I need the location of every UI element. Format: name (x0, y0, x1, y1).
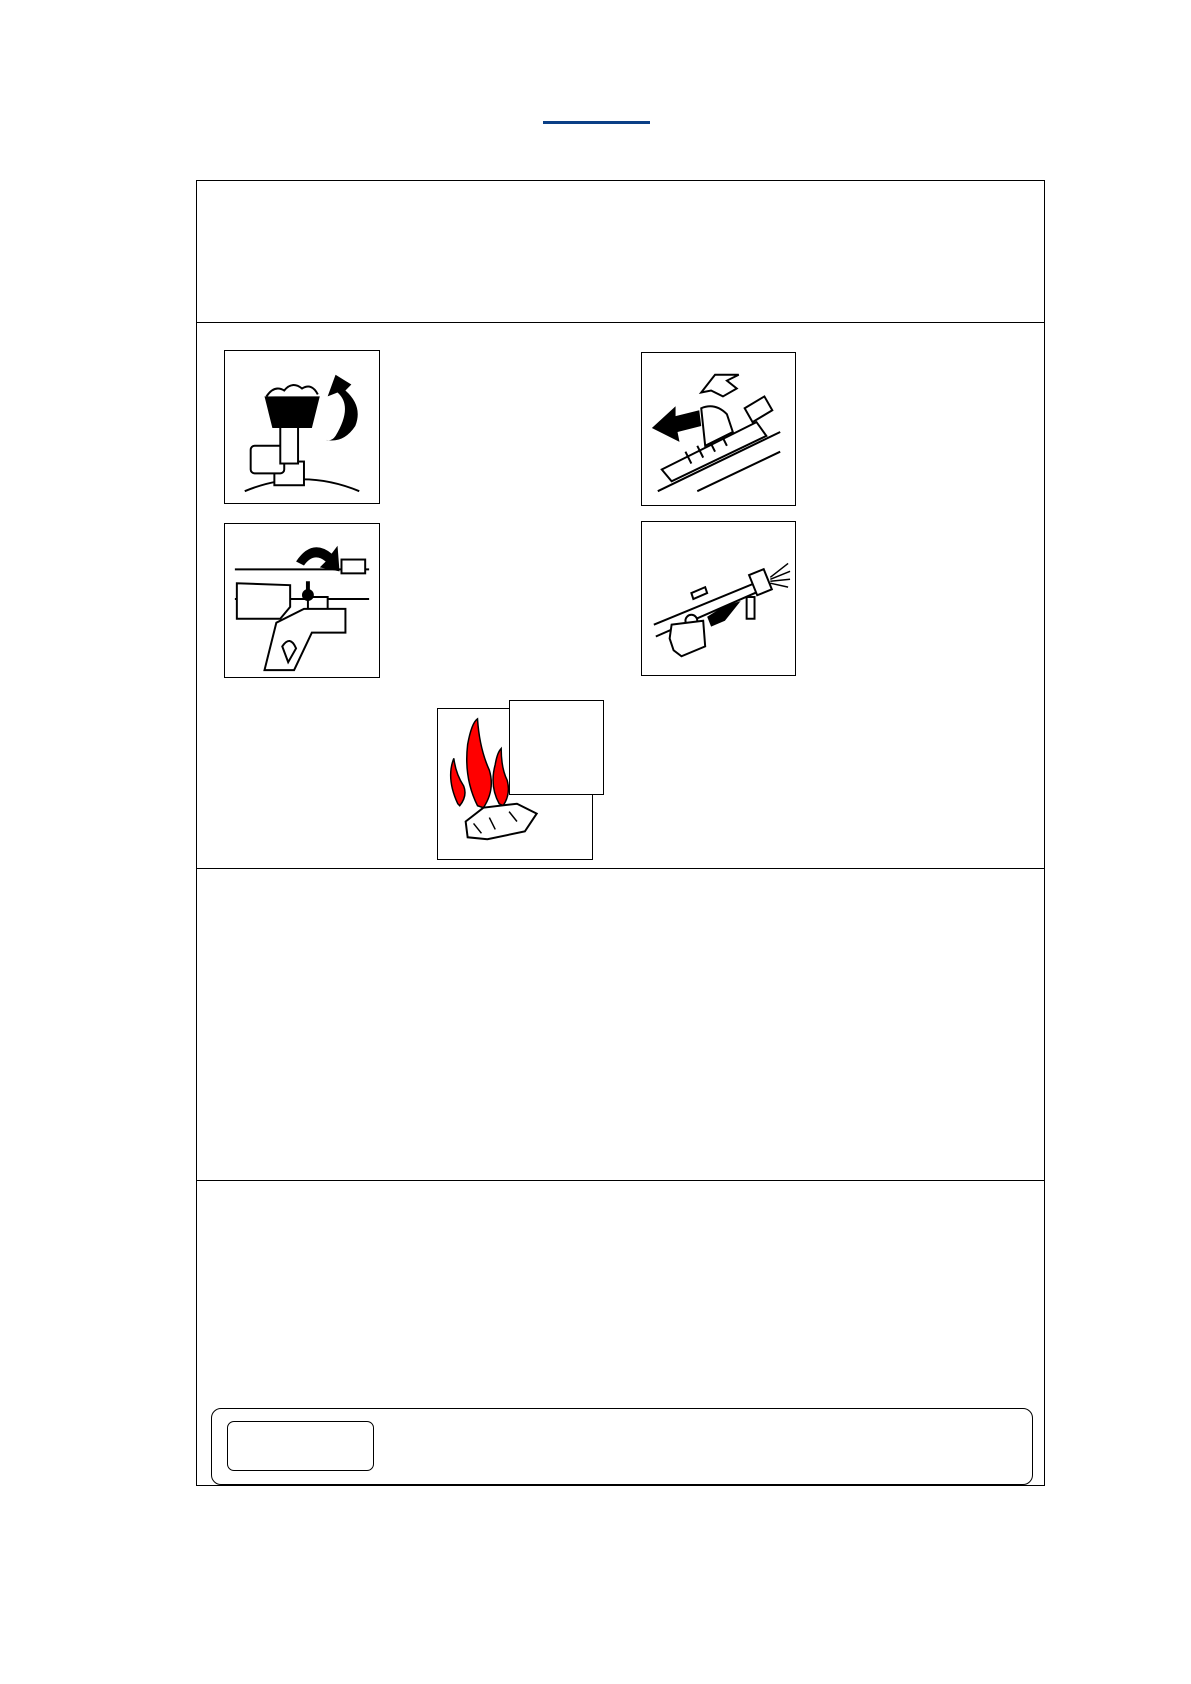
fire-hazard-label-box (509, 700, 604, 795)
valve-open-icon (224, 350, 380, 504)
nozzle-attach-icon (641, 352, 796, 506)
note-label-box (227, 1421, 374, 1471)
section-divider-1 (196, 322, 1045, 323)
section-divider-2 (196, 868, 1045, 869)
section-divider-3 (196, 1180, 1045, 1181)
header-link-underline[interactable] (543, 121, 650, 124)
trigger-press-icon (224, 523, 380, 678)
spray-lance-icon (641, 521, 796, 676)
